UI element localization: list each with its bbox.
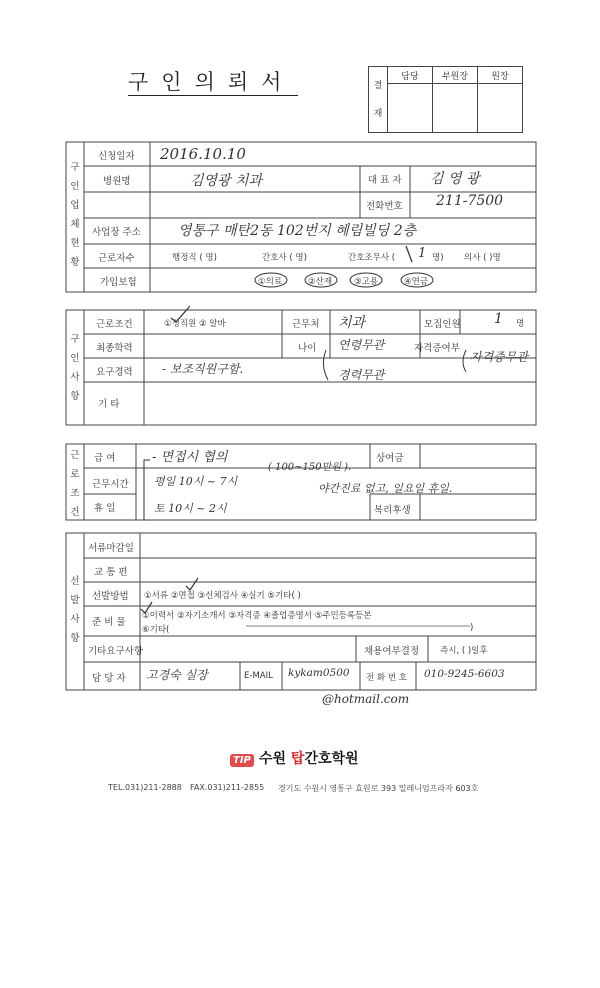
salary-label: 급 여 bbox=[94, 453, 116, 464]
email-domain[interactable]: @hotmail.com bbox=[322, 692, 410, 706]
company-label-char: 인 bbox=[70, 181, 80, 192]
form-title: 구인의뢰서 bbox=[128, 70, 295, 94]
experience-value[interactable]: - 보조직원구함. bbox=[162, 362, 244, 376]
footer-address: 경기도 수원시 영통구 효원로 393 밀레니엄프라자 603호 bbox=[278, 784, 479, 793]
method-label: 선발방법 bbox=[92, 591, 129, 602]
prep-items-close: ) bbox=[470, 623, 474, 633]
workers-aide-unit: 명) bbox=[432, 253, 444, 263]
approval-header-0: 담당 bbox=[388, 67, 433, 84]
footer-fax: FAX.031)211-2855 bbox=[190, 783, 265, 792]
contact-value[interactable]: 고경숙 실장 bbox=[146, 668, 208, 682]
hours-note[interactable]: 야간진료 없고, 일요일 휴일. bbox=[318, 482, 453, 495]
approval-header-1: 부원장 bbox=[433, 67, 478, 84]
ceo-value[interactable]: 김 영 광 bbox=[430, 171, 480, 187]
workplace-label: 근무처 bbox=[292, 319, 320, 330]
approval-box bbox=[368, 66, 523, 133]
phone-label: 전화번호 bbox=[366, 201, 403, 212]
workers-doctor[interactable]: 의사 ( )명 bbox=[464, 253, 501, 263]
approval-side-bottom: 재 bbox=[373, 108, 383, 119]
prep-items-2[interactable]: ⑥기타( bbox=[142, 625, 170, 635]
education-label: 최종학력 bbox=[96, 343, 133, 354]
ceo-label: 대 표 자 bbox=[368, 175, 402, 186]
recruit-label-char: 항 bbox=[70, 391, 80, 402]
etc-label: 기 타 bbox=[98, 399, 120, 410]
email-value[interactable]: kykam0500 bbox=[288, 667, 350, 679]
company-label-char: 체 bbox=[70, 219, 80, 230]
prep-label: 준 비 물 bbox=[92, 617, 126, 628]
selection-section-label bbox=[68, 572, 82, 648]
work-section-label bbox=[68, 446, 82, 522]
hospital-label: 병원명 bbox=[103, 176, 131, 187]
deadline-label: 서류마감일 bbox=[88, 543, 134, 554]
condition-label: 근로조건 bbox=[96, 319, 133, 330]
tel-value[interactable]: 010-9245-6603 bbox=[424, 668, 505, 680]
decision-label: 채용여부결정 bbox=[364, 646, 420, 657]
count-unit: 명 bbox=[516, 319, 525, 329]
company-label-char: 구 bbox=[70, 162, 80, 173]
selection-label-char: 선 bbox=[70, 576, 80, 587]
recruit-section-label bbox=[68, 330, 82, 406]
approval-cell-0[interactable] bbox=[388, 84, 433, 133]
phone-value[interactable]: 211-7500 bbox=[436, 193, 504, 209]
workplace-value[interactable]: 치과 bbox=[338, 315, 366, 331]
experience-extra[interactable]: 경력무관 bbox=[338, 368, 385, 382]
company-label-char: 업 bbox=[70, 200, 80, 211]
recruit-label-char: 인 bbox=[70, 353, 80, 364]
age-label: 나이 bbox=[298, 343, 317, 354]
selection-label-char: 발 bbox=[70, 595, 80, 606]
work-label-char: 건 bbox=[70, 507, 80, 518]
selection-label-char: 사 bbox=[70, 614, 80, 625]
footer-tel: TEL.031)211-2888 bbox=[108, 783, 182, 792]
insurance-item-0[interactable]: ①의료 bbox=[258, 277, 283, 287]
insurance-label: 가입보험 bbox=[100, 277, 137, 288]
hospital-value[interactable]: 김영광 치과 bbox=[190, 173, 263, 189]
address-label: 사업장 주소 bbox=[92, 227, 141, 238]
bonus-label: 상여금 bbox=[376, 453, 404, 464]
academy-name-suffix: 간호학원 bbox=[304, 751, 359, 767]
tel-label: 전 화 번 호 bbox=[366, 673, 407, 683]
transport-label: 교 통 편 bbox=[94, 567, 128, 578]
approval-cell-1[interactable] bbox=[433, 84, 478, 133]
recruit-label-char: 구 bbox=[70, 334, 80, 345]
academy-name-prefix: 수원 bbox=[258, 751, 291, 767]
count-label: 모집인원 bbox=[424, 319, 461, 330]
approval-cell-2[interactable] bbox=[478, 84, 523, 133]
workers-label: 근로자수 bbox=[98, 253, 135, 264]
contact-label: 담 당 자 bbox=[92, 673, 126, 684]
apply-date-value[interactable]: 2016.10.10 bbox=[160, 145, 246, 163]
hours-weekday[interactable]: 평일 10시 ~ 7시 bbox=[154, 475, 238, 488]
decision-value[interactable]: 즉시, ( )일후 bbox=[440, 646, 488, 656]
method-items[interactable]: ①서류 ②면접 ③신체검사 ④실기 ⑤기타( ) bbox=[144, 591, 301, 601]
insurance-item-1[interactable]: ②산재 bbox=[308, 277, 333, 287]
work-label-char: 조 bbox=[70, 488, 80, 499]
age-value[interactable]: 연령무관 bbox=[338, 338, 385, 352]
insurance-item-3[interactable]: ④연금 bbox=[404, 277, 429, 287]
insurance-item-2[interactable]: ③고용 bbox=[354, 277, 379, 287]
recruit-label-char: 사 bbox=[70, 372, 80, 383]
workers-nurse[interactable]: 간호사 ( 명) bbox=[262, 253, 307, 263]
academy-name-tip: 탑 bbox=[290, 751, 305, 767]
workers-aide-value[interactable]: 1 bbox=[418, 246, 427, 261]
work-label-char: 근 bbox=[70, 450, 80, 461]
apply-date-label: 신청일자 bbox=[98, 151, 135, 162]
holiday-label: 휴 일 bbox=[94, 503, 116, 514]
academy-logo-mark: TIP bbox=[230, 754, 254, 767]
workers-aide[interactable]: 간호조무사 ( bbox=[348, 253, 396, 263]
other-label: 기타요구사항 bbox=[88, 646, 144, 657]
address-value[interactable]: 영통구 매탄2동 102번지 혜림빌딩 2층 bbox=[178, 223, 417, 239]
title-underline bbox=[128, 95, 298, 96]
condition-options[interactable]: ①정직원 ② 알바 bbox=[164, 319, 226, 329]
welfare-label: 복리후생 bbox=[374, 505, 411, 516]
prep-items-1[interactable]: ①이력서 ②자기소개서 ③자격증 ④졸업증명서 ⑤주민등록등본 bbox=[142, 611, 372, 621]
license-value[interactable]: 자격증무관 bbox=[470, 350, 528, 364]
salary-value[interactable]: - 면접시 협의 bbox=[152, 450, 228, 465]
license-label: 자격증여부 bbox=[414, 343, 460, 354]
count-value[interactable]: 1 bbox=[494, 311, 503, 327]
experience-label: 요구경력 bbox=[96, 367, 133, 378]
selection-label-char: 항 bbox=[70, 633, 80, 644]
company-label-char: 황 bbox=[70, 257, 80, 268]
company-section-label bbox=[68, 158, 82, 272]
company-label-char: 현 bbox=[70, 238, 80, 249]
hours-label: 근무시간 bbox=[92, 479, 129, 490]
approval-header-2: 원장 bbox=[478, 67, 523, 84]
salary-note[interactable]: ( 100~150만원 ). bbox=[268, 462, 352, 473]
academy-logo bbox=[230, 748, 359, 768]
email-label: E-MAIL bbox=[244, 671, 273, 681]
hours-saturday[interactable]: 토 10시 ~ 2시 bbox=[154, 502, 227, 515]
work-label-char: 로 bbox=[70, 469, 80, 480]
approval-side-top: 결 bbox=[373, 80, 383, 91]
workers-admin[interactable]: 행정직 ( 명) bbox=[172, 253, 217, 263]
